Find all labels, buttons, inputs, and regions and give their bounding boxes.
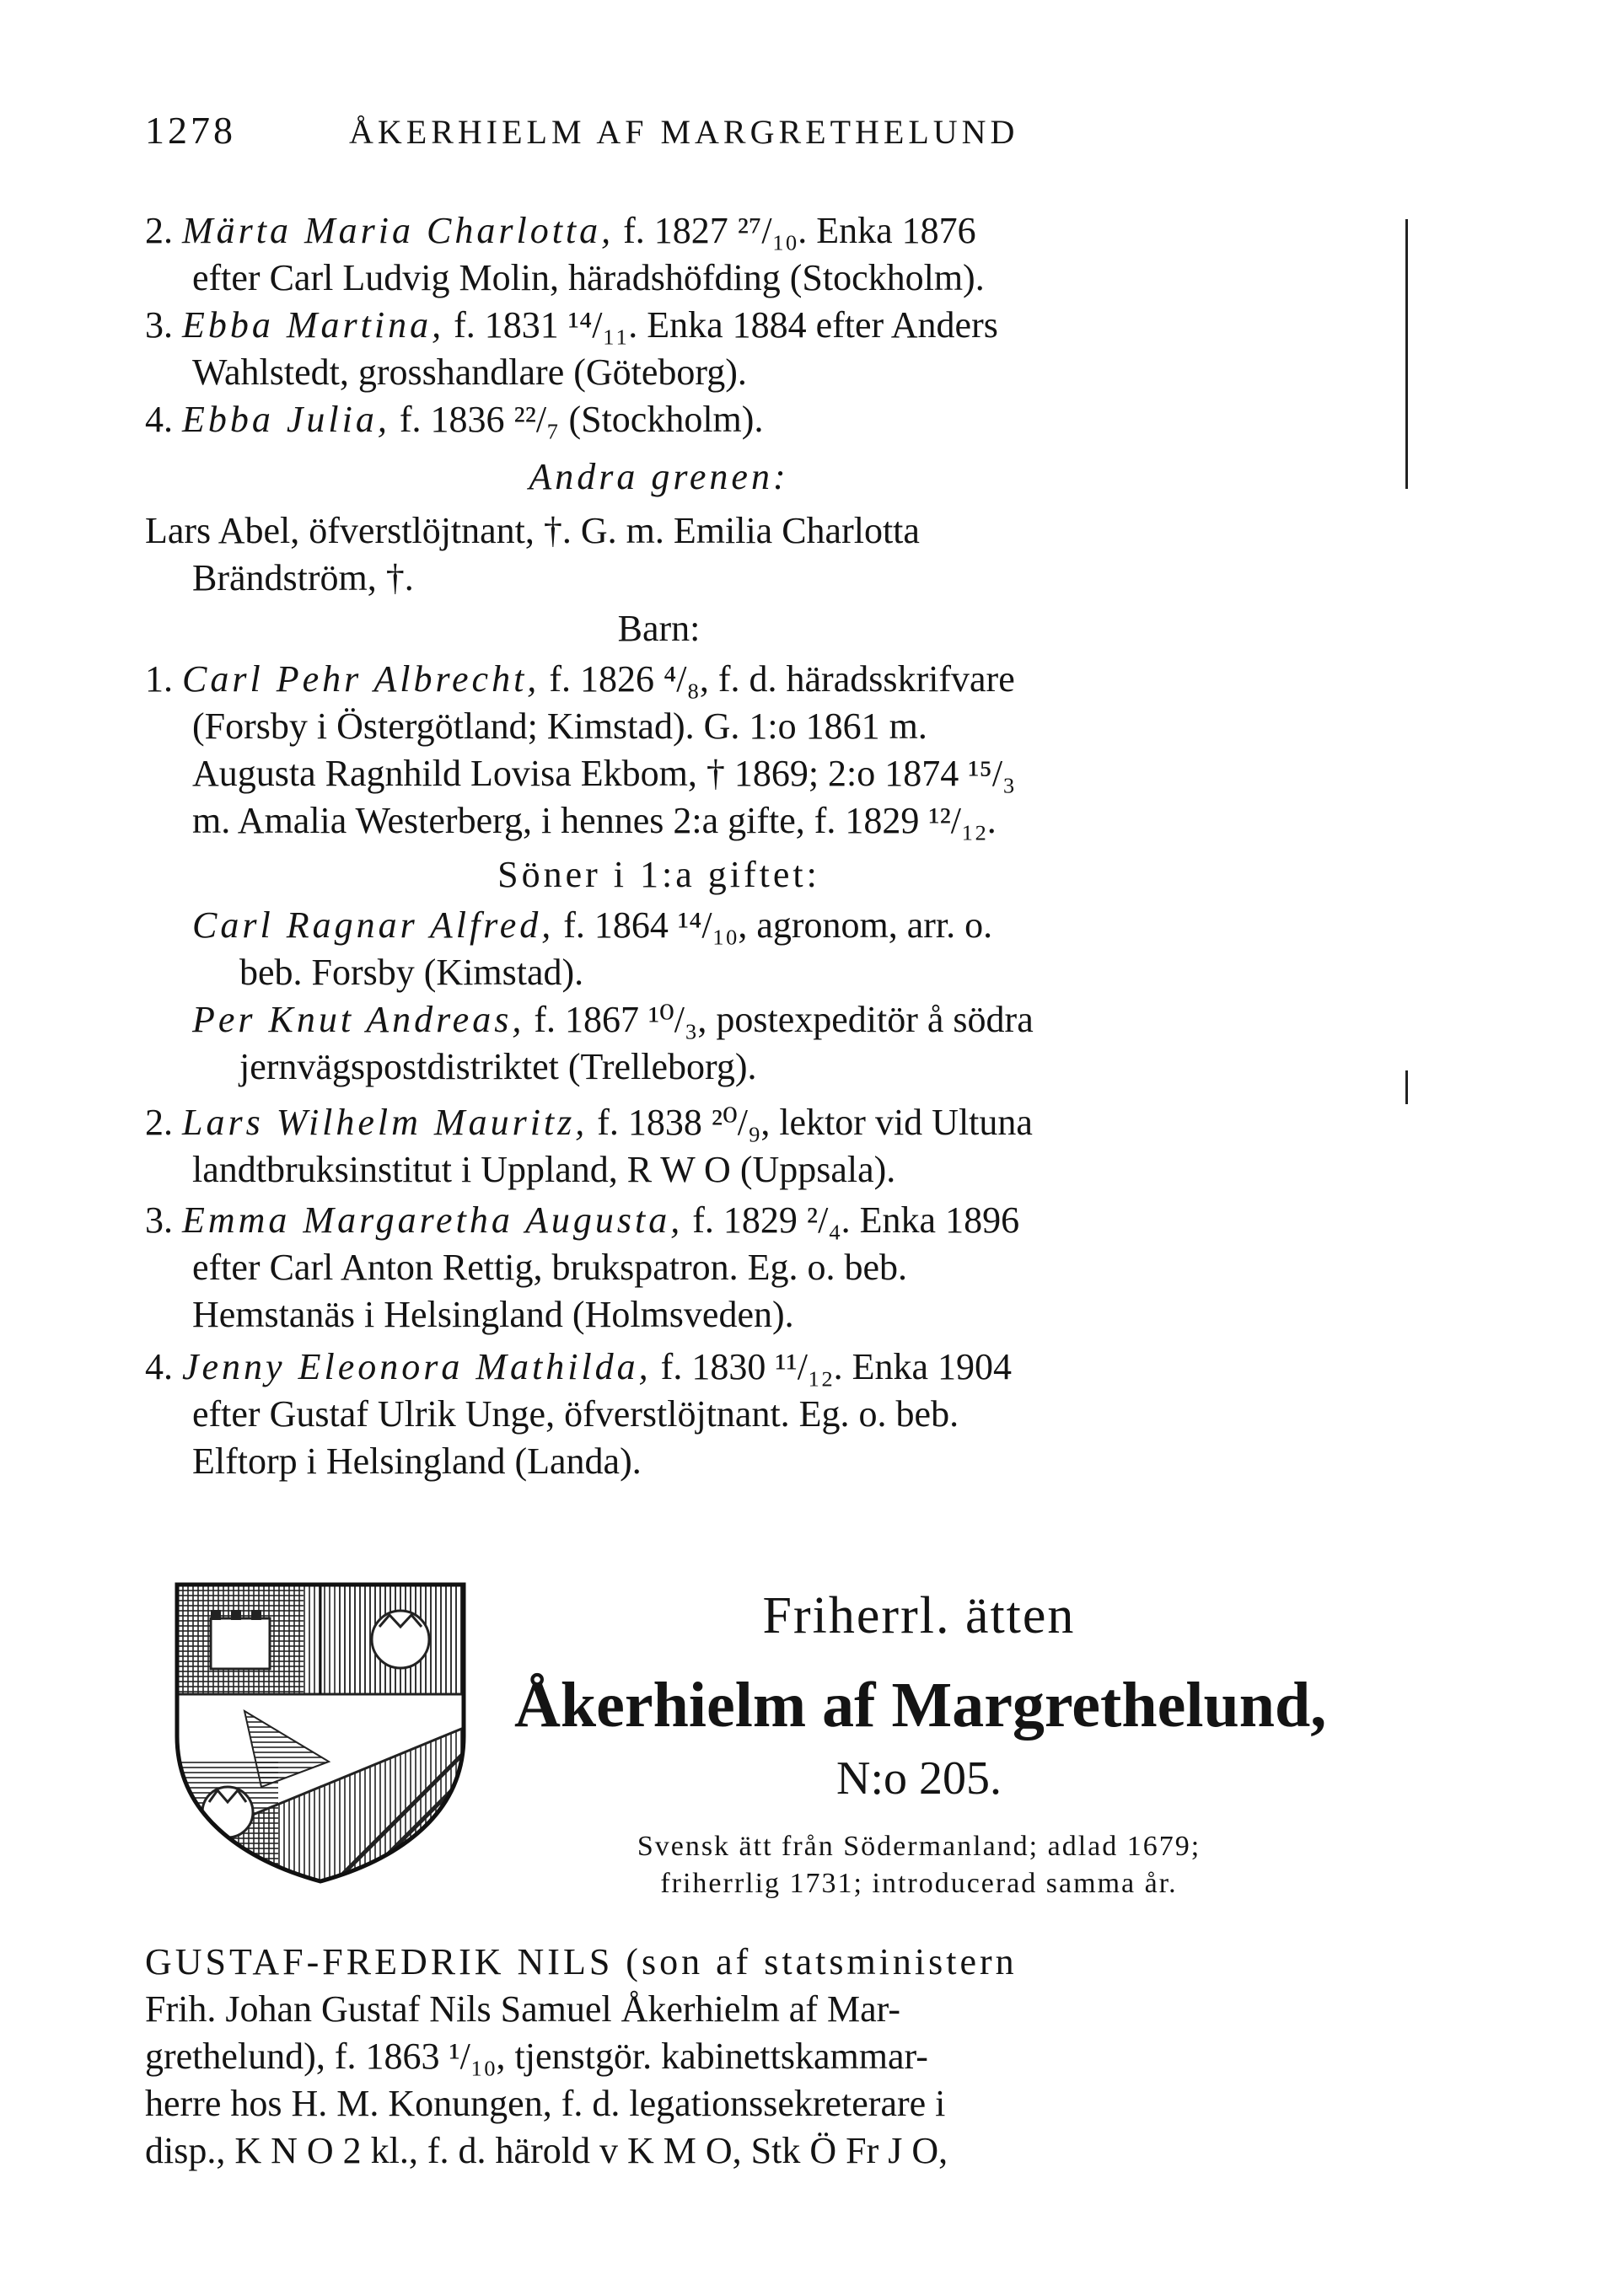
entry-line: 3. Ebba Martina, f. 1831 ¹⁴/₁₁. Enka 1884 efter Anders	[145, 304, 998, 346]
entry-line: Elftorp i Helsingland (Landa).	[192, 1440, 642, 1482]
family-number: N:o 205.	[836, 1752, 1002, 1805]
branch-heading: Andra grenen:	[529, 456, 789, 497]
entry-line: disp., K N O 2 kl., f. d. härold v K M O, Stk Ö Fr J O,	[145, 2130, 948, 2171]
person-name: Märta Maria Charlotta,	[182, 210, 615, 251]
family-title: Åkerhielm af Margrethelund,	[514, 1670, 1327, 1741]
family-note: friherrlig 1731; introducerad samma år.	[660, 1868, 1178, 1899]
entry-line: efter Carl Ludvig Molin, häradshöfding (Stockholm).	[192, 257, 985, 298]
entry-line: jernvägspostdistriktet (Trelleborg).	[239, 1046, 757, 1087]
scan-edge-mark	[1405, 1070, 1408, 1104]
person-name: Per Knut Andreas,	[192, 999, 525, 1040]
entry-line: grethelund), f. 1863 ¹/₁₀, tjenstgör. kabinettskammar-	[145, 2036, 928, 2077]
entry-line: Augusta Ragnhild Lovisa Ekbom, † 1869; 2:o 1874 ¹⁵/₃	[192, 753, 1016, 794]
entry-line: beb. Forsby (Kimstad).	[239, 952, 584, 993]
family-title-prefix: Friherrl. ätten	[762, 1587, 1076, 1644]
entry-line: Carl Ragnar Alfred, f. 1864 ¹⁴/₁₀, agronom, arr. o.	[192, 904, 993, 946]
entry-line: Wahlstedt, grosshandlare (Göteborg).	[192, 351, 747, 393]
sons-heading: Söner i 1:a giftet:	[497, 854, 820, 895]
entry-line: 4. Jenny Eleonora Mathilda, f. 1830 ¹¹/₁₂. Enka 1904	[145, 1346, 1013, 1387]
entry-line: efter Carl Anton Rettig, brukspatron. Eg. o. beb.	[192, 1247, 908, 1288]
entry-line: Per Knut Andreas, f. 1867 ¹⁰/₃, postexpeditör å södra	[192, 999, 1034, 1040]
children-heading: Barn:	[617, 608, 701, 649]
entry-line: (Forsby i Östergötland; Kimstad). G. 1:o 1861 m.	[192, 705, 927, 747]
person-name: Jenny Eleonora Mathilda,	[182, 1346, 652, 1387]
person-name: Ebba Martina,	[182, 304, 445, 346]
entry-line: Hemstanäs i Helsingland (Holmsveden).	[192, 1294, 794, 1335]
entry-line: 4. Ebba Julia, f. 1836 ²²/₇ (Stockholm).	[145, 399, 764, 440]
scan-edge-mark	[1405, 219, 1408, 489]
entry-line: Brändström, †.	[192, 557, 414, 598]
entry-line: Lars Abel, öfverstlöjtnant, †. G. m. Emilia Charlotta	[145, 510, 920, 551]
person-name: Carl Ragnar Alfred,	[192, 904, 555, 946]
entry-line: Frih. Johan Gustaf Nils Samuel Åkerhielm af Mar-	[145, 1988, 901, 2030]
entry-line: 1. Carl Pehr Albrecht, f. 1826 ⁴/₈, f. d. häradsskrifvare	[145, 658, 1015, 700]
coat-of-arms-icon	[160, 1568, 481, 1888]
running-head: ÅKERHIELM AF MARGRETHELUND	[349, 113, 1019, 151]
entry-line: efter Gustaf Ulrik Unge, öfverstlöjtnant. Eg. o. beb.	[192, 1393, 959, 1435]
entry-line: m. Amalia Westerberg, i hennes 2:a gifte, f. 1829 ¹²/₁₂.	[192, 800, 997, 841]
entry-line: 2. Lars Wilhelm Mauritz, f. 1838 ²⁰/₉, lektor vid Ultuna	[145, 1102, 1033, 1143]
family-note: Svensk ätt från Södermanland; adlad 1679;	[637, 1831, 1201, 1862]
entry-line: herre hos H. M. Konungen, f. d. legationssekreterare i	[145, 2083, 946, 2124]
entry-line: 2. Märta Maria Charlotta, f. 1827 ²⁷/₁₀. Enka 1876	[145, 210, 976, 251]
person-name: Lars Wilhelm Mauritz,	[182, 1102, 588, 1143]
entry-line: landtbruksinstitut i Uppland, R W O (Uppsala).	[192, 1149, 896, 1190]
person-name: Emma Margaretha Augusta,	[182, 1199, 684, 1241]
page-number: 1278	[145, 109, 236, 152]
entry-line: 3. Emma Margaretha Augusta, f. 1829 ²/₄. Enka 1896	[145, 1199, 1020, 1241]
person-name: Ebba Julia,	[182, 399, 390, 440]
entry-line: GUSTAF-FREDRIK NILS (son af statsministern	[145, 1941, 1018, 1982]
person-name: Carl Pehr Albrecht,	[182, 658, 540, 700]
page-header	[145, 108, 1325, 158]
